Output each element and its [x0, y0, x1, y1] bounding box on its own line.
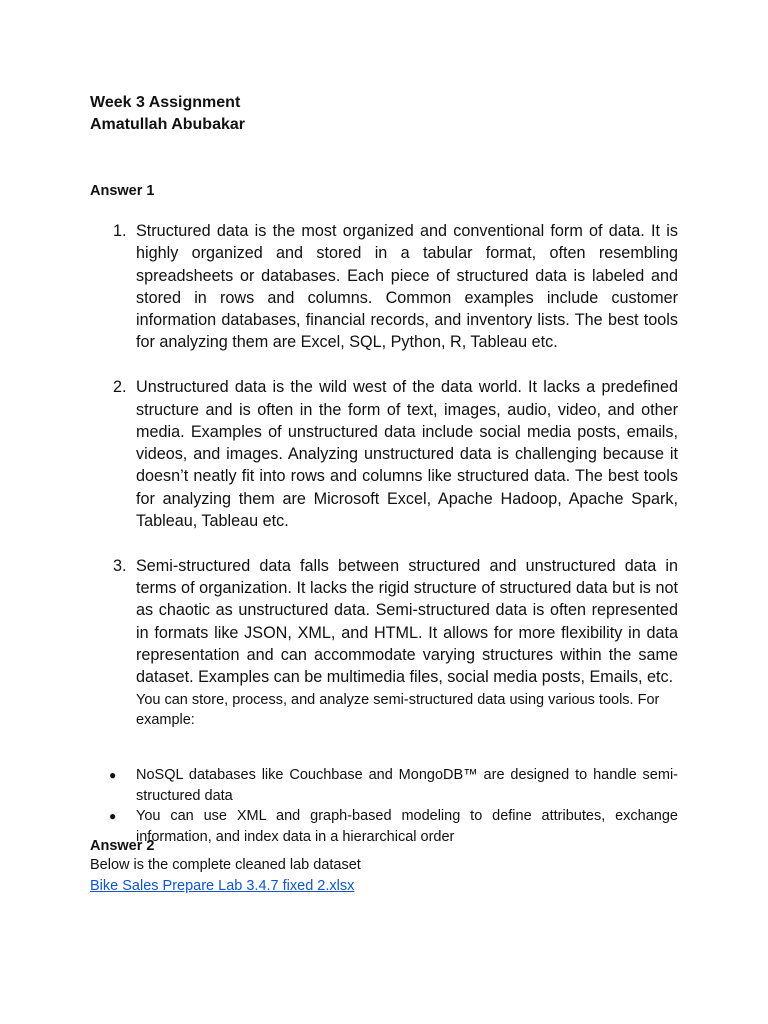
answer-1-list: [90, 220, 678, 731]
list-item: [90, 376, 678, 532]
list-item-text: Structured data is the most organized and conventional form of data. It is highly organized and stored in a tabular format, often resembling spreadsheets or databases. Each piece of structured data is labeled and stored in rows and columns. Common examples include customer information databases, financial records, and inventory lists. The best tools for analyzing them are Excel, SQL, Python, R, Tableau etc.: [136, 222, 678, 352]
answer-2-text: Below is the complete cleaned lab dataset: [90, 857, 361, 873]
bullet-text: You can use XML and graph-based modeling to define attributes, exchange information, and index data in a hierarchical order: [136, 808, 678, 845]
author-name: Amatullah Abubakar: [90, 116, 245, 133]
bullet-icon: ●: [109, 768, 117, 782]
dataset-file-link[interactable]: Bike Sales Prepare Lab 3.4.7 fixed 2.xlsx: [90, 878, 355, 894]
tools-intro-text: You can store, process, and analyze semi-structured data using various tools. For example:: [136, 691, 660, 729]
bullet-item: [90, 806, 678, 847]
tools-bullet-list: [90, 765, 678, 847]
list-item-number: 1.: [113, 222, 127, 240]
answer-1-heading: Answer 1: [90, 183, 155, 199]
list-item-text: Semi-structured data falls between structured and unstructured data in terms of organization. It lacks the rigid structure of structured data but is not as chaotic as unstructured data. Semi-structured data is often represented in formats like JSON, XML, and HTML. It allows for more flexibility in data representation and can accommodate varying structures within the same dataset. Examples can be multimedia files, social media posts, Emails, etc.: [136, 556, 678, 687]
list-item: [90, 220, 678, 354]
list-item: [90, 555, 678, 731]
assignment-title: Week 3 Assignment: [90, 94, 241, 111]
bullet-text: NoSQL databases like Couchbase and MongoDB™ are designed to handle semi-structured data: [136, 767, 678, 804]
list-item-number: 3.: [113, 556, 127, 575]
list-item-text: Unstructured data is the wild west of the data world. It lacks a predefined structure and is often in the form of text, images, audio, video, and other media. Examples of unstructured data include social media posts, emails, videos, and images. Analyzing unstructured data is challenging because it doesn’t neatly fit into rows and columns like structured data. The best tools for analyzing them are Microsoft Excel, Apache Hadoop, Apache Spark, Tableau, Tableau etc.: [136, 378, 678, 531]
bullet-item: [90, 765, 678, 806]
answer-2-heading: Answer 2: [90, 838, 155, 854]
list-item-number: 2.: [113, 378, 127, 397]
bullet-icon: ●: [109, 809, 117, 823]
